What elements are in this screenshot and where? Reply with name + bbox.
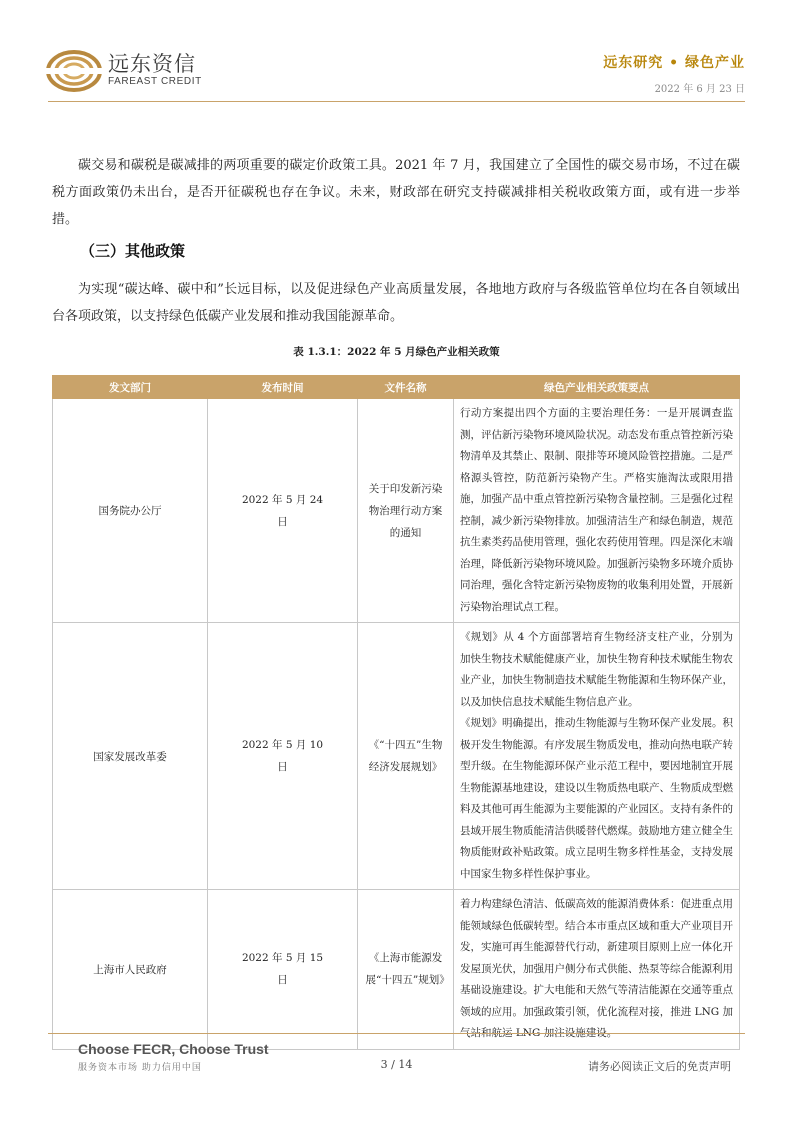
table-row bbox=[53, 399, 740, 623]
col-header-date: 发布时间 bbox=[208, 376, 358, 399]
cell-date bbox=[208, 890, 358, 1050]
cell-date-text: 2022 年 5 月 15 日 bbox=[241, 952, 324, 987]
cell-date-text: 2022 年 5 月 10 日 bbox=[241, 739, 324, 773]
cell-doc bbox=[358, 623, 454, 890]
page-number: 3 / 14 bbox=[380, 1058, 413, 1071]
fareast-logo-icon bbox=[46, 49, 102, 93]
table-caption: 表 1.3.1：2022 年 5 月绿色产业相关政策 bbox=[293, 346, 500, 358]
table-row bbox=[53, 623, 740, 890]
cell-dept: 国家发展改革委 bbox=[53, 623, 208, 890]
policy-table bbox=[52, 375, 740, 1050]
report-date: 2022 年 6 月 23 日 bbox=[654, 84, 745, 95]
cell-date bbox=[208, 623, 358, 890]
table-header-row bbox=[53, 376, 740, 399]
report-series-title: 远东研究 • 绿色产业 bbox=[603, 55, 745, 71]
cell-date bbox=[208, 399, 358, 623]
cell-doc bbox=[358, 399, 454, 623]
policy-point: 《规划》从 4 个方面部署培育生物经济支柱产业，分别为加快生物技术赋能健康产业，加快生物育种技术赋能生物农业产业，加快生物制造技术赋能生物能源和生物环保产业，以及加快信息技术赋能生物信息产业。 bbox=[460, 631, 733, 708]
cell-doc-text: 《上海市能源发展“十四五”规划》 bbox=[365, 952, 450, 987]
cell-points bbox=[454, 399, 740, 623]
cell-points bbox=[454, 623, 740, 890]
brand-name-cn: 远东资信 bbox=[108, 52, 196, 76]
col-header-dept: 发文部门 bbox=[53, 376, 208, 399]
col-header-doc: 文件名称 bbox=[358, 376, 454, 399]
footer-slogan-en: Choose FECR, Choose Trust bbox=[78, 1041, 269, 1057]
policy-point: 着力构建绿色清洁、低碳高效的能源消费体系：促进重点用能领域绿色低碳转型。结合本市重点区域和重大产业项目开发，实施可再生能源替代行动，新建项目原则上应一体化开发屋顶光伏，加强用户侧分布式供能、热泵等综合能源利用基础设施建设。扩大电能和天然气等清洁能源在交通等重点领域的应用。加强政策引领，优化流程对接，推进 LNG 加气站和航运 LNG 加注设施建设。 bbox=[460, 898, 733, 1039]
cell-points bbox=[454, 890, 740, 1050]
col-header-points: 绿色产业相关政策要点 bbox=[454, 376, 740, 399]
cell-doc bbox=[358, 890, 454, 1050]
policy-point: 行动方案提出四个方面的主要治理任务：一是开展调查监测，评估新污染物环境风险状况。动态发布重点管控新污染物清单及其禁止、限制、限排等环境风险管控措施。二是严格源头管控，防范新污染物产生。严格实施淘汰或限用措施，加强产品中重点管控新污染物含量控制。三是强化过程控制，减少新污染物排放。加强清洁生产和绿色制造，规范抗生素类药品使用管理，强化农药使用管理。四是深化末端治理，降低新污染物环境风险。加强新污染物多环境介质协同治理，强化含特定新污染物废物的收集利用处置，开展新污染物治理试点工程。 bbox=[460, 407, 733, 613]
table-row bbox=[53, 890, 740, 1050]
footer-slogan-cn: 服务资本市场 助力信用中国 bbox=[78, 1063, 202, 1073]
cell-dept: 上海市人民政府 bbox=[53, 890, 208, 1050]
disclaimer-notice: 请务必阅读正文后的免责声明 bbox=[588, 1060, 731, 1073]
cell-dept: 国务院办公厅 bbox=[53, 399, 208, 623]
header-divider bbox=[48, 101, 745, 102]
footer-divider bbox=[48, 1033, 745, 1034]
brand-name-en: FAREAST CREDIT bbox=[108, 76, 202, 87]
cell-doc-text: 关于印发新污染物治理行动方案的通知 bbox=[368, 482, 443, 539]
paragraph-other-policies: 为实现“碳达峰、碳中和”长远目标，以及促进绿色产业高质量发展，各地地方政府与各级监管单位均在各自领域出台各项政策，以支持绿色低碳产业发展和推动我国能源革命。 bbox=[52, 282, 740, 324]
section-heading: （三）其他政策 bbox=[80, 242, 186, 260]
cell-date-text: 2022 年 5 月 24 日 bbox=[241, 493, 324, 528]
policy-point: 《规划》明确提出，推动生物能源与生物环保产业发展。积极开发生物能源。有序发展生物质发电，推动向热电联产转型升级。在生物能源环保产业示范工程中，要因地制宜开展生物能源基地建设，建设以生物质热电联产、生物质成型燃料及其他可再生能源为主要能源的产业园区。支持有条件的县域开展生物质能清洁供暖替代燃煤。鼓励地方建立健全生物质能财政补贴政策。成立昆明生物多样性基金，支持发展中国家生物多样性保护事业。 bbox=[460, 717, 733, 880]
paragraph-carbon-pricing: 碳交易和碳税是碳减排的两项重要的碳定价政策工具。2021 年 7 月，我国建立了全国性的碳交易市场，不过在碳税方面政策仍未出台，是否开征碳税也存在争议。未来，财政部在研究支持碳减排相关税收政策方面，或有进一步举措。 bbox=[52, 158, 740, 227]
cell-doc-text: 《“十四五”生物经济发展规划》 bbox=[368, 739, 443, 773]
